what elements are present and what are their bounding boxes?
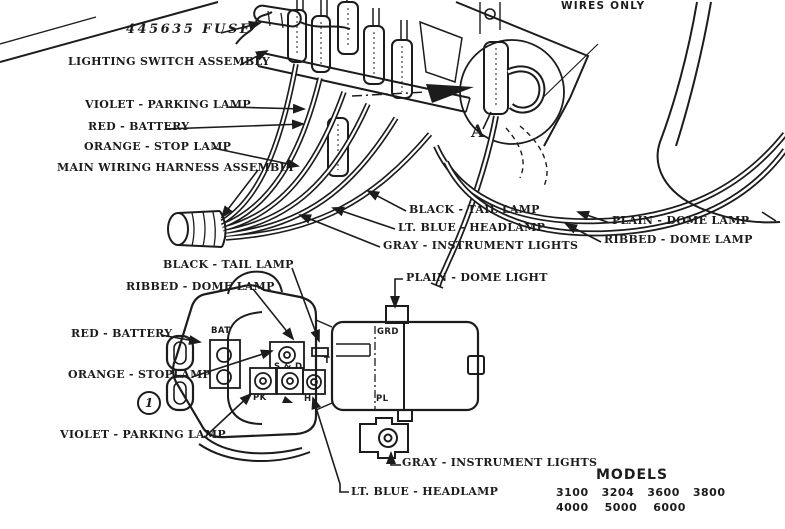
lighting-switch-label: LIGHTING SWITCH ASSEMBLY: [68, 55, 271, 68]
terminal-t: T: [324, 356, 331, 366]
model-number: 5000: [604, 501, 638, 514]
switch-body-drawing: [316, 306, 484, 421]
models-row-2: [556, 501, 726, 514]
note-marker-1: [137, 391, 161, 415]
plain-dome-light-label: PLAIN - DOME LIGHT: [406, 271, 548, 284]
terminal-h: H: [304, 394, 312, 404]
fuse-label: 445635 FUSE: [126, 22, 253, 37]
violet-parking-label-2: VIOLET - PARKING LAMP: [60, 428, 226, 441]
terminal-pl: PL: [376, 394, 389, 404]
detail-marker-a: A: [471, 122, 485, 142]
harness-end-drawing: [168, 211, 226, 247]
models-heading: MODELS: [596, 467, 669, 483]
model-number: 3100: [556, 486, 589, 499]
models-row-1: [556, 486, 726, 499]
ribbed-dome-lamp-label: RIBBED - DOME LAMP: [604, 233, 753, 246]
wires-only-note: WIRES ONLY: [561, 0, 646, 12]
lt-blue-headlamp-label: LT. BLUE - HEADLAMP: [398, 221, 546, 234]
terminal-grd: GRD: [377, 327, 399, 337]
detail-circle-a: [460, 40, 564, 186]
black-tail-label: BLACK - TAIL LAMP: [409, 203, 540, 216]
red-battery-label-2: RED - BATTERY: [71, 327, 173, 340]
wire-bundle-drawing: [222, 64, 430, 238]
terminal-sd: S & D: [274, 362, 303, 372]
models-block: [556, 467, 726, 514]
plain-dome-lamp-label: PLAIN - DOME LAMP: [612, 214, 750, 227]
model-number: 3600: [647, 486, 680, 499]
model-number: 3204: [601, 486, 635, 499]
model-number: 3800: [692, 486, 726, 499]
ribbed-dome-label-2: RIBBED - DOME LAMP: [126, 280, 275, 293]
model-number: 6000: [653, 501, 686, 514]
gray-instrument-label: GRAY - INSTRUMENT LIGHTS: [383, 239, 579, 252]
violet-parking-label: VIOLET - PARKING LAMP: [85, 98, 251, 111]
terminal-bat: BAT: [211, 326, 231, 336]
model-number: 4000: [556, 501, 589, 514]
lt-blue-headlamp-label-2: LT. BLUE - HEADLAMP: [351, 485, 499, 498]
orange-stoplamp-label: ORANGE - STOPLAMP: [68, 368, 212, 381]
gray-instrument-label-2: GRAY - INSTRUMENT LIGHTS: [402, 456, 598, 469]
black-tail-label-2: BLACK - TAIL LAMP: [163, 258, 294, 271]
bold-arrow: [426, 84, 474, 103]
note-marker-text: 1: [144, 396, 154, 410]
orange-stop-label: ORANGE - STOP LAMP: [84, 140, 232, 153]
red-battery-label: RED - BATTERY: [88, 120, 190, 133]
terminal-pk: PK: [253, 393, 267, 403]
instrument-connector-drawing: [360, 418, 408, 458]
main-harness-label: MAIN WIRING HARNESS ASSEMBLY: [57, 161, 296, 174]
